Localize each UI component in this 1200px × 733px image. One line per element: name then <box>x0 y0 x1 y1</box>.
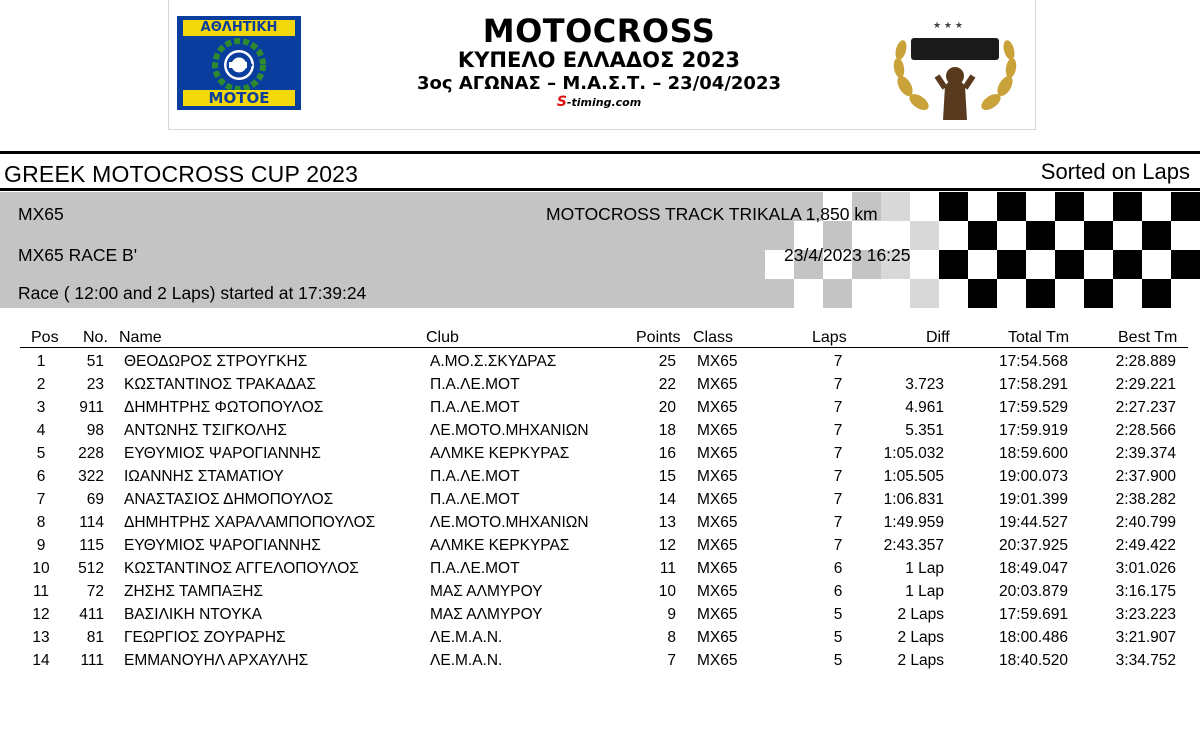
event-banner <box>168 0 1036 130</box>
cell-best-time: 2:28.566 <box>1115 422 1176 439</box>
cell-laps: 7 <box>833 491 843 508</box>
cell-rider-name: ΔΗΜΗΤΡΗΣ ΦΩΤΟΠΟΥΛΟΣ <box>124 399 324 416</box>
cell-best-time: 2:37.900 <box>1115 468 1176 485</box>
sorted-label: Sorted on Laps <box>1040 159 1190 184</box>
cell-pos: 6 <box>36 468 46 485</box>
cell-total-time: 17:59.919 <box>999 422 1068 439</box>
table-row <box>0 604 1200 627</box>
cell-best-time: 2:29.221 <box>1115 376 1176 393</box>
cell-class: MX65 <box>697 537 738 554</box>
cell-club: ΛΕ.ΜΟΤΟ.ΜΗΧΑΝΙΩΝ <box>430 422 589 439</box>
cell-club: ΛΕ.Μ.Α.Ν. <box>430 629 503 646</box>
col-laps: Laps <box>812 329 847 346</box>
cell-club: Π.Α.ΛΕ.ΜΟΤ <box>430 468 520 485</box>
cell-club: Α.ΜΟ.Σ.ΣΚΥΔΡΑΣ <box>430 353 557 370</box>
cell-points: 18 <box>658 422 676 439</box>
cell-club: ΑΛΜΚΕ ΚΕΡΚΥΡΑΣ <box>430 537 570 554</box>
cell-pos: 11 <box>32 583 50 600</box>
table-row <box>0 351 1200 374</box>
cell-best-time: 2:49.422 <box>1115 537 1176 554</box>
cell-best-time: 2:38.282 <box>1115 491 1176 508</box>
cup-header <box>0 155 1200 187</box>
cell-number: 411 <box>79 606 104 623</box>
col-total-time: Total Tm <box>1008 329 1070 346</box>
cell-best-time: 2:28.889 <box>1115 353 1176 370</box>
cell-laps: 5 <box>833 629 843 646</box>
cell-pos: 12 <box>32 606 50 623</box>
cell-best-time: 3:21.907 <box>1115 629 1176 646</box>
cell-rider-name: ΔΗΜΗΤΡΗΣ ΧΑΡΑΛΑΜΠΟΠΟΥΛΟΣ <box>124 514 376 531</box>
cell-rider-name: ΓΕΩΡΓΙΟΣ ΖΟΥΡΑΡΗΣ <box>124 629 286 646</box>
table-row <box>0 443 1200 466</box>
cell-rider-name: ΘΕΟΔΩΡΟΣ ΣΤΡΟΥΓΚΗΣ <box>124 353 308 370</box>
cell-pos: 1 <box>36 353 46 370</box>
cell-number: 23 <box>86 376 104 393</box>
cell-class: MX65 <box>697 606 738 623</box>
col-diff: Diff <box>926 329 950 346</box>
cell-best-time: 3:16.175 <box>1115 583 1176 600</box>
cell-class: MX65 <box>697 583 738 600</box>
cell-rider-name: ΑΝΤΩΝΗΣ ΤΣΙΓΚΟΛΗΣ <box>124 422 287 439</box>
cell-club: Π.Α.ΛΕ.ΜΟΤ <box>430 399 520 416</box>
col-points: Points <box>636 329 681 346</box>
cell-rider-name: ΕΥΘΥΜΙΟΣ ΨΑΡΟΓΙΑΝΝΗΣ <box>124 537 321 554</box>
cell-class: MX65 <box>697 399 738 416</box>
cell-pos: 8 <box>36 514 46 531</box>
cell-club: ΜΑΣ ΑΛΜΥΡΟΥ <box>430 583 543 600</box>
cell-number: 322 <box>78 468 104 485</box>
cell-diff: 1 Lap <box>905 560 944 577</box>
cell-number: 72 <box>86 583 104 600</box>
header-top-rule <box>0 151 1200 154</box>
cell-total-time: 20:03.879 <box>999 583 1068 600</box>
cell-diff: 3.723 <box>905 376 944 393</box>
cell-points: 7 <box>667 652 676 669</box>
cell-class: MX65 <box>697 491 738 508</box>
cell-rider-name: ΚΩΣΤΑΝΤΙΝΟΣ ΑΓΓΕΛΟΠΟΥΛΟΣ <box>124 560 359 577</box>
cell-pos: 3 <box>36 399 46 416</box>
cell-laps: 7 <box>833 422 843 439</box>
cell-pos: 14 <box>32 652 50 669</box>
cell-laps: 7 <box>833 537 843 554</box>
col-pos: Pos <box>31 329 59 346</box>
cell-number: 98 <box>86 422 104 439</box>
cell-class: MX65 <box>697 353 738 370</box>
cell-points: 14 <box>658 491 676 508</box>
cell-points: 25 <box>658 353 676 370</box>
cell-class: MX65 <box>697 422 738 439</box>
cell-diff: 2:43.357 <box>883 537 944 554</box>
table-row <box>0 374 1200 397</box>
col-class: Class <box>693 329 734 346</box>
cell-diff: 1:49.959 <box>883 514 944 531</box>
cell-points: 10 <box>658 583 676 600</box>
cell-laps: 5 <box>833 652 843 669</box>
cell-total-time: 18:40.520 <box>999 652 1068 669</box>
cell-points: 9 <box>667 606 676 623</box>
cell-laps: 7 <box>833 353 843 370</box>
cell-rider-name: ΖΗΣΗΣ ΤΑΜΠΑΞΗΣ <box>124 583 263 600</box>
track-info: MOTOCROSS TRACK TRIKALA 1,850 km <box>546 204 878 224</box>
cell-total-time: 17:59.691 <box>999 606 1068 623</box>
cell-laps: 7 <box>833 399 843 416</box>
table-row <box>0 627 1200 650</box>
cell-laps: 7 <box>833 468 843 485</box>
cell-points: 11 <box>659 560 676 577</box>
cell-number: 512 <box>78 560 104 577</box>
race-name: MX65 RACE B' <box>18 245 138 265</box>
cell-diff: 1:05.505 <box>883 468 944 485</box>
cell-number: 69 <box>86 491 104 508</box>
cell-total-time: 20:37.925 <box>999 537 1068 554</box>
cell-diff: 2 Laps <box>897 629 944 646</box>
race-datetime: 23/4/2023 16:25 <box>784 245 911 265</box>
cell-number: 81 <box>86 629 104 646</box>
cell-rider-name: ΕΜΜΑΝΟΥΗΛ ΑΡΧΑΥΛΗΣ <box>124 652 309 669</box>
cell-laps: 7 <box>833 445 843 462</box>
table-row <box>0 512 1200 535</box>
cell-number: 111 <box>80 652 104 669</box>
cell-number: 51 <box>86 353 104 370</box>
cell-pos: 4 <box>36 422 46 439</box>
cell-points: 8 <box>667 629 676 646</box>
cell-club: Π.Α.ΛΕ.ΜΟΤ <box>430 376 520 393</box>
col-best-time: Best Tm <box>1118 329 1178 346</box>
cell-number: 115 <box>79 537 104 554</box>
table-row <box>0 489 1200 512</box>
cell-points: 13 <box>658 514 676 531</box>
cell-diff: 5.351 <box>905 422 944 439</box>
race-started-info: Race ( 12:00 and 2 Laps) started at 17:39:24 <box>18 283 367 303</box>
mast-club-logo <box>885 16 1025 124</box>
cell-pos: 10 <box>32 560 50 577</box>
col-name: Name <box>119 329 162 346</box>
cell-rider-name: ΙΩΑΝΝΗΣ ΣΤΑΜΑΤΙΟΥ <box>124 468 284 485</box>
athletic-motoe-logo <box>177 16 301 110</box>
cell-points: 20 <box>658 399 676 416</box>
cell-diff: 2 Laps <box>897 652 944 669</box>
mast-emblem-icon <box>885 16 1025 124</box>
cell-diff: 2 Laps <box>897 606 944 623</box>
cell-club: Π.Α.ΛΕ.ΜΟΤ <box>430 560 520 577</box>
cell-best-time: 2:27.237 <box>1115 399 1176 416</box>
table-row <box>0 650 1200 673</box>
col-club: Club <box>426 329 459 346</box>
cell-points: 12 <box>658 537 676 554</box>
cell-rider-name: ΑΝΑΣΤΑΣΙΟΣ ΔΗΜΟΠΟΥΛΟΣ <box>124 491 334 508</box>
cell-rider-name: ΕΥΘΥΜΙΟΣ ΨΑΡΟΓΙΑΝΝΗΣ <box>124 445 321 462</box>
banner-titles <box>369 14 829 110</box>
cell-class: MX65 <box>697 560 738 577</box>
cell-club: ΜΑΣ ΑΛΜΥΡΟΥ <box>430 606 543 623</box>
header-bottom-rule <box>0 188 1200 191</box>
cell-best-time: 3:01.026 <box>1115 560 1176 577</box>
cell-class: MX65 <box>697 376 738 393</box>
table-row <box>0 397 1200 420</box>
s-timing-logo: S-timing.com <box>556 94 642 110</box>
cell-club: ΛΕ.Μ.Α.Ν. <box>430 652 503 669</box>
cell-class: MX65 <box>697 445 738 462</box>
cell-rider-name: ΚΩΣΤΑΝΤΙΝΟΣ ΤΡΑΚΑΔΑΣ <box>124 376 316 393</box>
cup-title: GREEK MOTOCROSS CUP 2023 <box>4 161 359 187</box>
cell-total-time: 18:49.047 <box>999 560 1068 577</box>
cell-pos: 13 <box>32 629 50 646</box>
cell-class: MX65 <box>697 652 738 669</box>
cell-best-time: 2:40.799 <box>1115 514 1176 531</box>
cell-pos: 5 <box>36 445 46 462</box>
cell-total-time: 17:59.529 <box>999 399 1068 416</box>
cell-diff: 4.961 <box>905 399 944 416</box>
cell-class: MX65 <box>697 629 738 646</box>
cell-diff: 1 Lap <box>905 583 944 600</box>
cell-best-time: 3:23.223 <box>1115 606 1176 623</box>
cell-club: ΑΛΜΚΕ ΚΕΡΚΥΡΑΣ <box>430 445 570 462</box>
table-header-rule <box>20 347 1188 348</box>
cell-diff: 1:05.032 <box>883 445 944 462</box>
col-no: No. <box>83 329 108 346</box>
cell-club: Π.Α.ΛΕ.ΜΟΤ <box>430 491 520 508</box>
race-info-box <box>0 192 1200 308</box>
table-row <box>0 420 1200 443</box>
race-category: MX65 <box>18 204 64 224</box>
cell-pos: 2 <box>36 376 46 393</box>
cell-number: 228 <box>78 445 104 462</box>
cell-points: 22 <box>658 376 676 393</box>
cell-total-time: 18:00.486 <box>999 629 1068 646</box>
cell-rider-name: ΒΑΣΙΛΙΚΗ ΝΤΟΥΚΑ <box>124 606 263 623</box>
cell-best-time: 3:34.752 <box>1115 652 1176 669</box>
cell-total-time: 19:00.073 <box>999 468 1068 485</box>
cell-total-time: 18:59.600 <box>999 445 1068 462</box>
cell-laps: 6 <box>833 583 843 600</box>
cell-best-time: 2:39.374 <box>1115 445 1176 462</box>
cell-laps: 7 <box>833 514 843 531</box>
cell-total-time: 19:01.399 <box>999 491 1068 508</box>
cell-club: ΛΕ.ΜΟΤΟ.ΜΗΧΑΝΙΩΝ <box>430 514 589 531</box>
table-row <box>0 535 1200 558</box>
cell-number: 114 <box>79 514 104 531</box>
cell-number: 911 <box>79 399 104 416</box>
svg-text:★ ★ ★: ★ ★ ★ <box>933 21 963 31</box>
cell-class: MX65 <box>697 468 738 485</box>
cell-pos: 7 <box>36 491 46 508</box>
cell-laps: 7 <box>833 376 843 393</box>
logo-top-text: ΑΘΛΗΤΙΚΗ <box>183 20 295 36</box>
banner-event-line: 3ος ΑΓΩΝΑΣ – Μ.Α.Σ.Τ. – 23/04/2023 <box>417 73 781 94</box>
banner-title: MOTOCROSS <box>482 12 716 50</box>
table-row <box>0 466 1200 489</box>
banner-subtitle: ΚΥΠΕΛΟ ΕΛΛΑΔΟΣ 2023 <box>457 48 741 72</box>
cell-pos: 9 <box>36 537 46 554</box>
cell-laps: 5 <box>833 606 843 623</box>
cell-points: 15 <box>658 468 676 485</box>
cell-class: MX65 <box>697 514 738 531</box>
cell-total-time: 17:54.568 <box>999 353 1068 370</box>
cell-diff: 1:06.831 <box>883 491 944 508</box>
table-row <box>0 558 1200 581</box>
cell-laps: 6 <box>833 560 843 577</box>
table-row <box>0 581 1200 604</box>
laurel-wreath-icon <box>210 38 268 92</box>
cell-total-time: 17:58.291 <box>999 376 1068 393</box>
cell-total-time: 19:44.527 <box>999 514 1068 531</box>
logo-bottom-text: ΜΟΤΟΕ <box>183 90 295 106</box>
cell-points: 16 <box>658 445 676 462</box>
